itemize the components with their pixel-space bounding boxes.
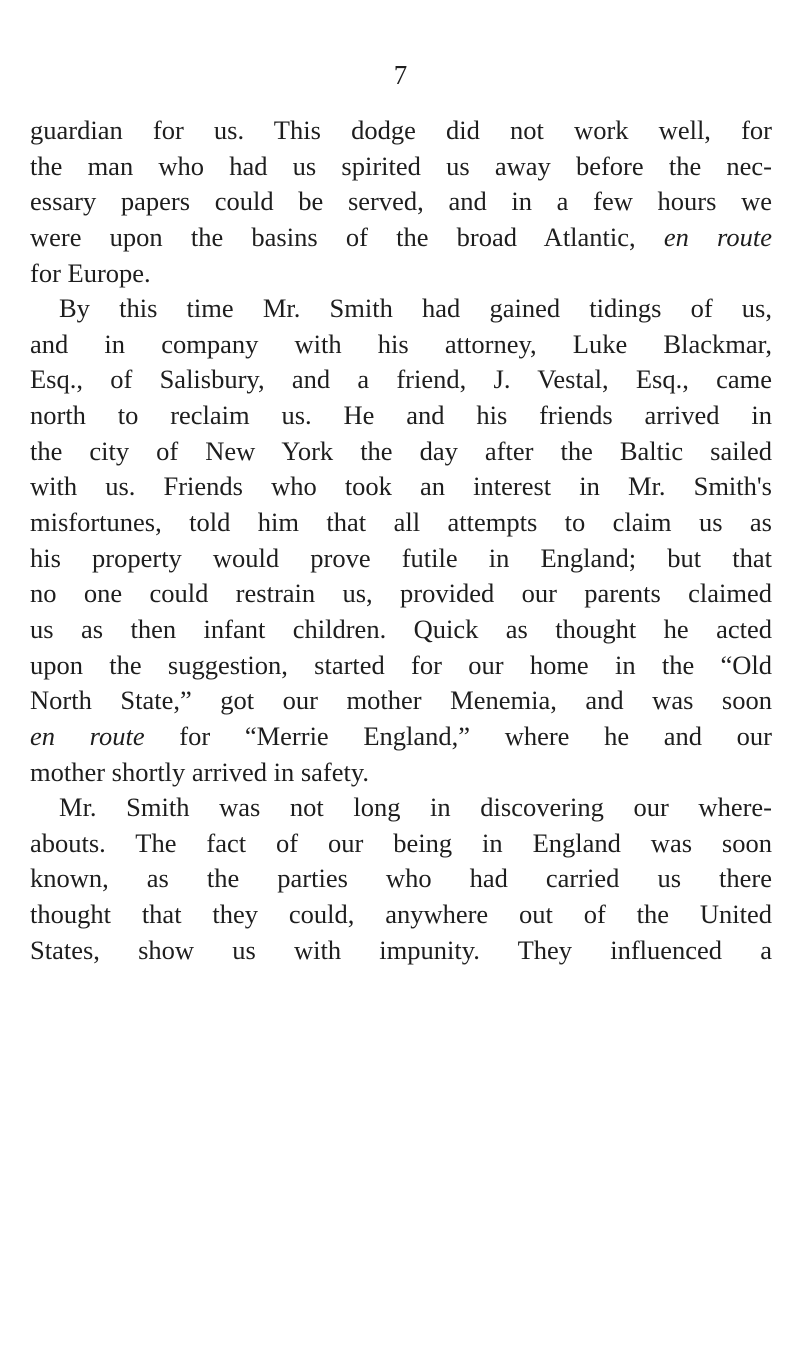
text-segment: us as then infant children. Quick as thought he acted	[30, 613, 772, 644]
italic-phrase: en route	[30, 720, 145, 751]
text-segment: States, show us with impunity. They influenced a	[30, 934, 772, 965]
text-line	[30, 291, 772, 327]
text-line	[30, 469, 772, 505]
text-segment: essary papers could be served, and in a few hours we	[30, 186, 772, 217]
text-line	[30, 933, 772, 969]
text-segment: north to reclaim us. He and his friends arrived in	[30, 400, 772, 431]
text-segment: misfortunes, told him that all attempts to claim us as	[30, 507, 772, 538]
text-line	[30, 897, 772, 933]
text-line	[30, 683, 772, 719]
text-segment: Esq., of Salisbury, and a friend, J. Vestal, Esq., came	[30, 364, 772, 395]
text-line	[30, 149, 772, 185]
text-line	[30, 256, 772, 292]
text-segment: for “Merrie England,” where he and our	[144, 720, 772, 751]
text-segment: no one could restrain us, provided our parents claimed	[30, 578, 772, 609]
text-segment: guardian for us. This dodge did not work well, for	[30, 115, 772, 145]
text-line	[30, 327, 772, 363]
text-segment: the city of New York the day after the Baltic sailed	[30, 435, 772, 466]
text-line	[30, 505, 772, 541]
text-segment: North State,” got our mother Menemia, and was soon	[30, 685, 772, 716]
text-line	[30, 648, 772, 684]
text-segment: were upon the basins of the broad Atlantic,	[30, 221, 664, 252]
paragraph	[30, 113, 772, 291]
text-line	[30, 790, 772, 826]
text-segment: and in company with his attorney, Luke Blackmar,	[30, 328, 772, 359]
text-line	[30, 220, 772, 256]
text-segment: the man who had us spirited us away before the nec-	[30, 150, 772, 181]
text-segment: his property would prove futile in England; but that	[30, 542, 772, 573]
paragraph	[30, 790, 772, 968]
text-segment: By this time Mr. Smith had gained tidings of us,	[59, 293, 772, 324]
text-line	[30, 612, 772, 648]
text-segment: with us. Friends who took an interest in Mr. Smith's	[30, 471, 772, 502]
text-segment: mother shortly arrived in safety.	[30, 756, 370, 787]
text-segment: Mr. Smith was not long in discovering our where-	[59, 792, 772, 823]
text-line	[30, 861, 772, 897]
text-line	[30, 184, 772, 220]
text-line	[30, 755, 772, 791]
text-line	[30, 113, 772, 149]
text-segment: upon the suggestion, started for our home in the “Old	[30, 649, 772, 680]
paragraph	[30, 291, 772, 790]
text-segment: for Europe.	[30, 257, 151, 288]
text-segment: known, as the parties who had carried us there	[30, 863, 772, 894]
italic-phrase: en route	[663, 221, 773, 252]
text-line	[30, 576, 772, 612]
text-line	[30, 362, 772, 398]
text-line	[30, 826, 772, 862]
text-segment: abouts. The fact of our being in England was soon	[30, 827, 772, 858]
text-line	[30, 719, 772, 755]
text-segment: thought that they could, anywhere out of the United	[30, 899, 772, 930]
text-line	[30, 541, 772, 577]
text-line	[30, 434, 772, 470]
text-line	[30, 398, 772, 434]
page-number: 7	[393, 60, 408, 90]
body-text	[30, 113, 772, 968]
